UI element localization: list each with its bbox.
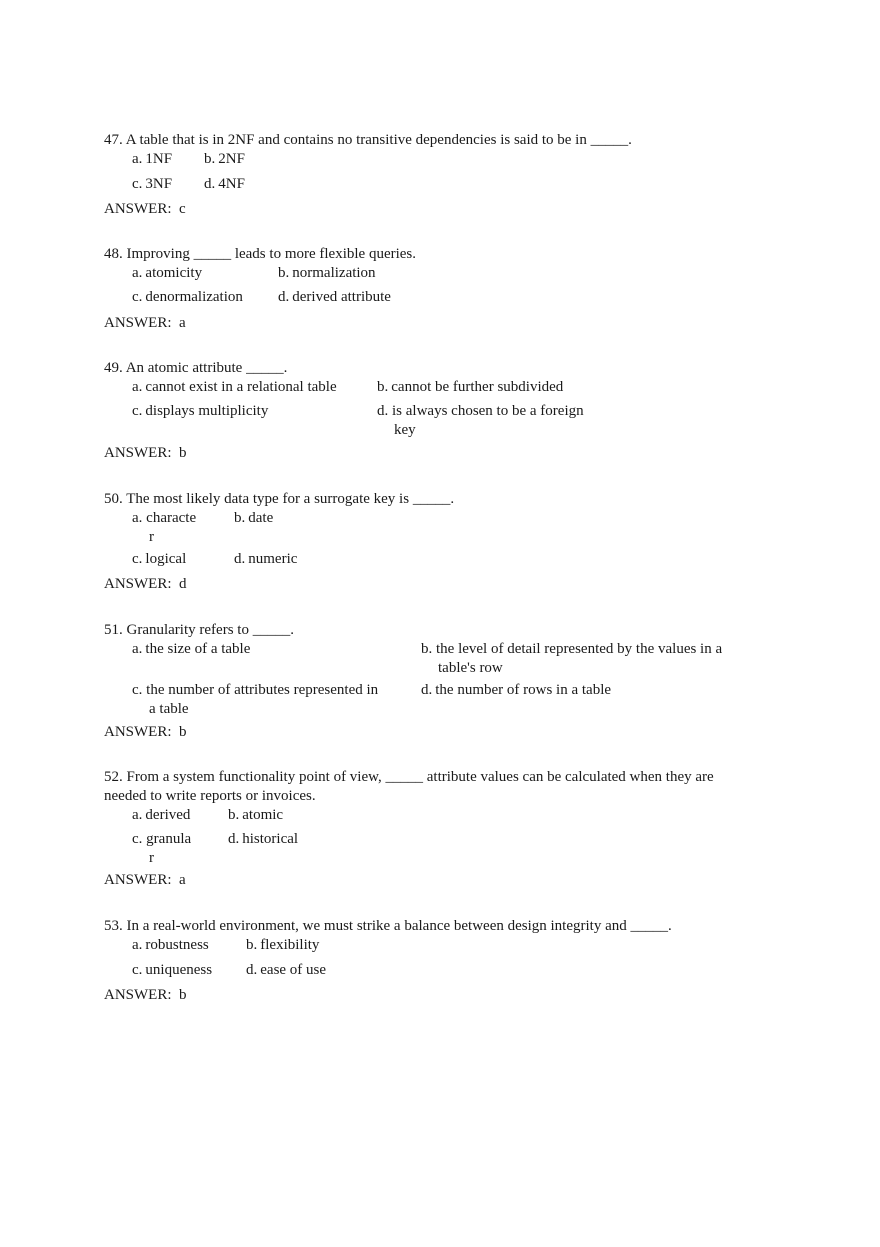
option-d: d. historical — [228, 831, 299, 847]
option-c: c. logical — [132, 551, 187, 567]
option-c: c. displays multiplicity — [132, 403, 269, 419]
question-text: A table that is in 2NF and contains no transitive dependencies is said to be in _____. — [125, 132, 632, 148]
option-d: d. ease of use — [246, 962, 327, 978]
question-stem — [104, 768, 764, 806]
option-d: d. 4NF — [204, 176, 245, 192]
question-number: 48. — [104, 246, 123, 262]
options — [132, 378, 764, 440]
option-c: c. 3NF — [132, 176, 173, 192]
option-c: c. uniqueness — [132, 962, 213, 978]
question-text: Granularity refers to _____. — [126, 622, 294, 638]
question-47 — [104, 131, 764, 194]
answer-53: ANSWER: b — [104, 987, 187, 1003]
question-stem — [104, 621, 764, 640]
question-number: 51. — [104, 622, 123, 638]
question-stem — [104, 917, 764, 936]
question-49 — [104, 359, 764, 440]
question-number: 49. — [104, 360, 123, 376]
option-b: b. normalization — [278, 265, 376, 281]
question-48 — [104, 245, 764, 307]
question-number: 47. — [104, 132, 123, 148]
option-c: c. granula r — [132, 831, 192, 866]
question-51 — [104, 621, 764, 719]
option-a: a. atomicity — [132, 265, 203, 281]
answer-48: ANSWER: a — [104, 315, 186, 331]
answer-51: ANSWER: b — [104, 724, 187, 740]
option-a: a. derived — [132, 807, 191, 823]
options — [132, 150, 764, 194]
options — [132, 936, 764, 980]
question-50 — [104, 490, 764, 569]
option-a: a. robustness — [132, 937, 209, 953]
answer-47: ANSWER: c — [104, 201, 186, 217]
question-text: The most likely data type for a surrogate key is _____. — [126, 491, 455, 507]
option-d: d. derived attribute — [278, 289, 391, 305]
question-text: From a system functionality point of view, _____ attribute values can be calculated when they are — [126, 769, 714, 785]
answer-52: ANSWER: a — [104, 872, 186, 888]
question-text-continued: needed to write reports or invoices. — [104, 788, 316, 804]
option-c: c. denormalization — [132, 289, 243, 305]
question-text: Improving _____ leads to more flexible queries. — [126, 246, 417, 262]
options — [132, 640, 764, 719]
options — [132, 509, 764, 569]
question-number: 52. — [104, 769, 123, 785]
option-d: d. numeric — [234, 551, 298, 567]
option-b: b. cannot be further subdivided — [377, 379, 564, 395]
option-a: a. characte r — [132, 510, 197, 545]
question-number: 53. — [104, 918, 123, 934]
option-c: c. the number of attributes represented in a table — [132, 682, 379, 717]
option-d: d. the number of rows in a table — [421, 682, 612, 698]
question-text: In a real-world environment, we must strike a balance between design integrity and _____. — [126, 918, 672, 934]
question-stem — [104, 490, 764, 509]
options — [132, 264, 764, 307]
question-53 — [104, 917, 764, 980]
option-d: d. is always chosen to be a foreign key — [377, 403, 584, 438]
option-b: b. atomic — [228, 807, 284, 823]
option-b: b. date — [234, 510, 274, 526]
question-52 — [104, 768, 764, 868]
option-a: a. the size of a table — [132, 641, 251, 657]
options — [132, 806, 764, 868]
question-text: An atomic attribute _____. — [125, 360, 288, 376]
question-stem — [104, 245, 764, 264]
option-b: b. 2NF — [204, 151, 245, 167]
option-a: a. cannot exist in a relational table — [132, 379, 337, 395]
answer-50: ANSWER: d — [104, 576, 187, 592]
question-stem — [104, 359, 764, 378]
question-stem — [104, 131, 764, 150]
option-b: b. the level of detail represented by the values in a table's row — [421, 641, 723, 676]
option-b: b. flexibility — [246, 937, 320, 953]
question-number: 50. — [104, 491, 123, 507]
answer-49: ANSWER: b — [104, 445, 187, 461]
option-a: a. 1NF — [132, 151, 173, 167]
